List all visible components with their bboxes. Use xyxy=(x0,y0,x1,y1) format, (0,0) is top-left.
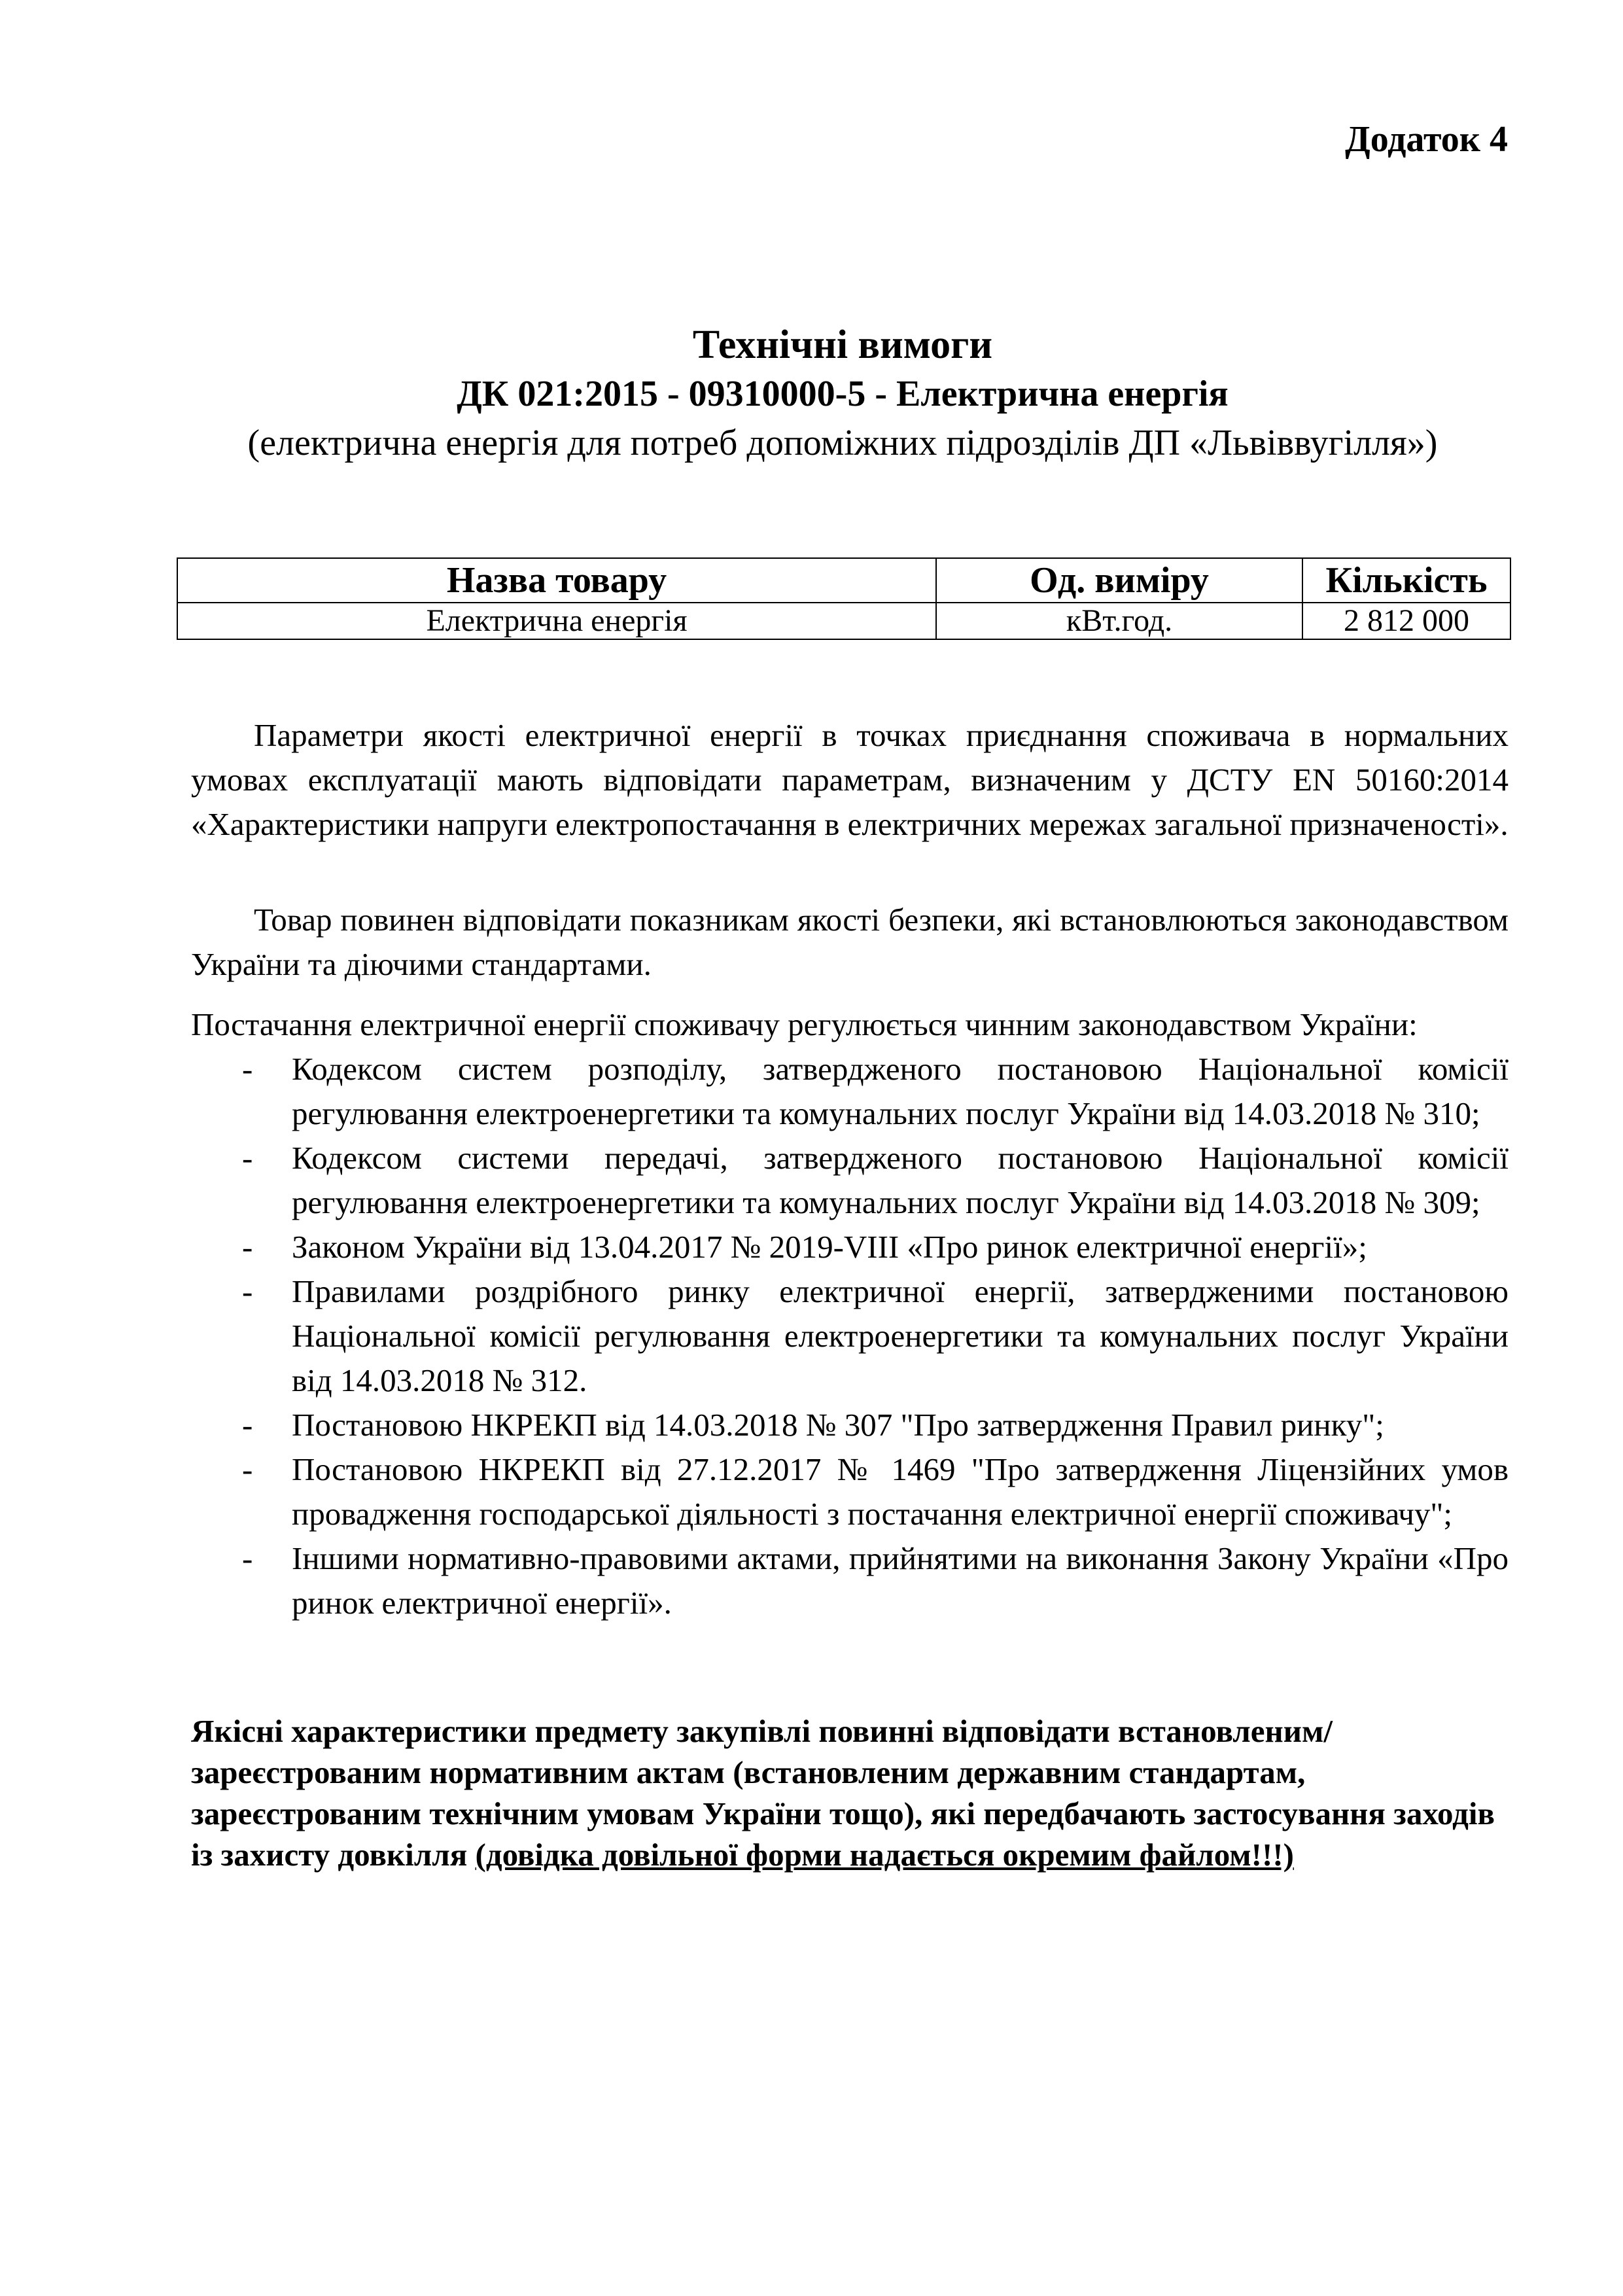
list-item-text: Законом України від 13.04.2017 № 2019-VIII «Про ринок електричної енергії»; xyxy=(292,1229,1367,1265)
table-row xyxy=(177,603,1510,639)
header-goods-name: Назва товару xyxy=(177,558,936,603)
list-dash: - xyxy=(242,1229,253,1265)
annex-label: Додаток 4 xyxy=(1345,119,1508,160)
legislation-intro: Постачання електричної енергії споживачу регулюється чинним законодавством України: xyxy=(191,1006,1418,1042)
goods-table xyxy=(177,557,1511,640)
list-item xyxy=(191,1269,1509,1403)
legislation-list xyxy=(191,1047,1509,1625)
document-subtitle-note: (електрична енергія для потреб допоміжних підрозділів ДП «Львіввугілля») xyxy=(247,423,1438,463)
environmental-requirements-note xyxy=(191,1710,1509,1875)
list-item xyxy=(191,1447,1509,1536)
list-item-text: Іншими нормативно-правовими актами, прийнятими на виконання Закону України «Про ринок електричної енергії». xyxy=(292,1540,1509,1621)
cell-unit: кВт.год. xyxy=(936,603,1302,639)
list-item xyxy=(191,1047,1509,1136)
document-title: Технічні вимоги xyxy=(692,323,993,367)
legislation-section xyxy=(191,1002,1509,1625)
cell-goods-name: Електрична енергія xyxy=(177,603,936,639)
list-dash: - xyxy=(242,1140,253,1176)
document-subtitle: ДК 021:2015 - 09310000-5 - Електрична енергія xyxy=(457,374,1229,414)
list-dash: - xyxy=(242,1051,253,1087)
list-dash: - xyxy=(242,1407,253,1443)
list-item xyxy=(191,1225,1509,1269)
cell-quantity: 2 812 000 xyxy=(1302,603,1510,639)
environmental-requirements-text: Якісні характеристики предмету закупівлі повинні відповідати встановленим/зареєстрованим нормативним актам (встановленим державним стандартам, зареєстрованим технічним умовам України тощо), які передбачають застосування заходів із захисту довкілля xyxy=(191,1713,1495,1873)
list-item-text: Кодексом системи передачі, затвердженого постановою Національної комісії регулювання електроенергетики та комунальних послуг України від 14.03.2018 № 309; xyxy=(292,1140,1509,1220)
list-item-text: Правилами роздрібного ринку електричної енергії, затвердженими постановою Національної комісії регулювання електроенергетики та комунальних послуг України від 14.03.2018 № 312. xyxy=(292,1273,1509,1398)
list-item-text: Постановою НКРЕКП від 27.12.2017 № 1469 "Про затвердження Ліцензійних умов провадження господарської діяльності з постачання електричної енергії споживачу"; xyxy=(292,1451,1509,1532)
safety-paragraph: Товар повинен відповідати показникам якості безпеки, які встановлюються законодавством України та діючими стандартами. xyxy=(191,902,1509,982)
separate-file-note: (довідка довільної форми надається окремим файлом!!!) xyxy=(475,1837,1294,1873)
list-dash: - xyxy=(242,1540,253,1576)
list-item xyxy=(191,1536,1509,1625)
list-item xyxy=(191,1136,1509,1225)
list-dash: - xyxy=(242,1451,253,1487)
title-block xyxy=(177,319,1509,468)
table-header-row xyxy=(177,558,1510,603)
list-item xyxy=(191,1403,1509,1447)
list-item-text: Постановою НКРЕКП від 14.03.2018 № 307 "Про затвердження Правил ринку"; xyxy=(292,1407,1384,1443)
list-item-text: Кодексом систем розподілу, затвердженого постановою Національної комісії регулювання електроенергетики та комунальних послуг України від 14.03.2018 № 310; xyxy=(292,1051,1509,1131)
list-dash: - xyxy=(242,1273,253,1309)
quality-parameters-paragraph: Параметри якості електричної енергії в точках приєднання споживача в нормальних умовах експлуатації мають відповідати параметрам, визначеним у ДСТУ EN 50160:2014 «Характеристики напруги електропостачання в електричних мережах загальної призначеності». xyxy=(191,717,1509,842)
header-unit: Од. виміру xyxy=(936,558,1302,603)
header-quantity: Кількість xyxy=(1302,558,1510,603)
